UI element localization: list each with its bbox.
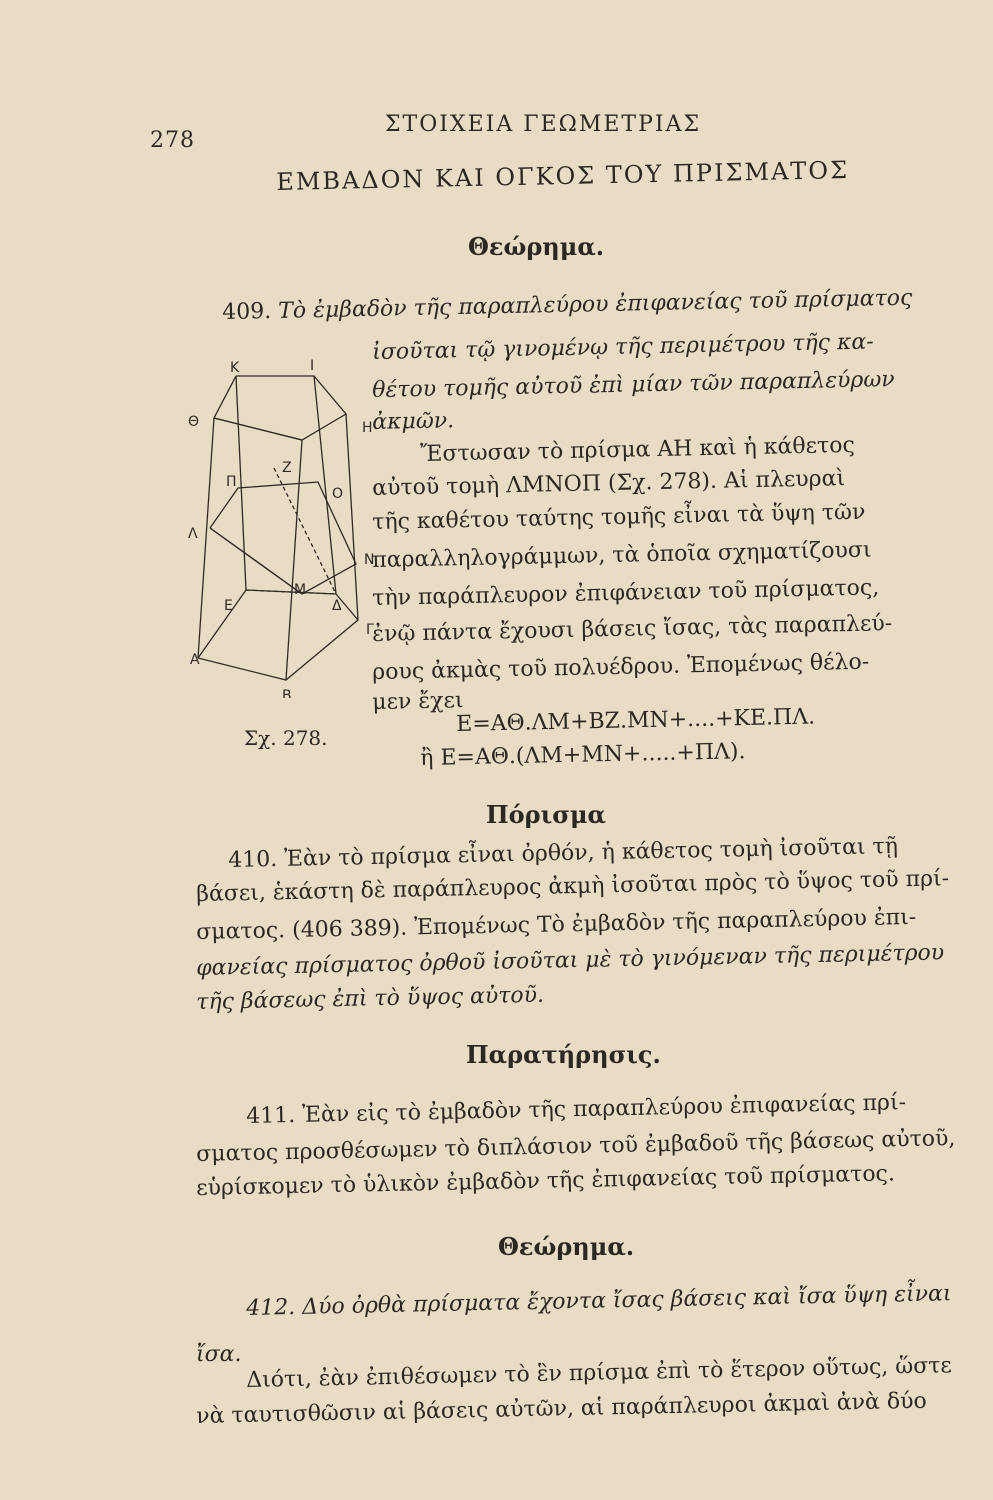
label-M: Μ bbox=[294, 582, 307, 598]
theorem-2-line-2: ἴσα. bbox=[196, 1342, 242, 1367]
running-title: ΣΤΟΙΧΕΙΑ ΓΕΩΜΕΤΡΙΑΣ bbox=[385, 112, 702, 137]
theorem-1-statement bbox=[222, 286, 913, 325]
theorem-2-proof-line: Διότι, ἐὰν ἐπιθέσωμεν τὸ ἓν πρίσμα ἐπὶ τὸ ἕτερον οὕτως, ὥστε bbox=[246, 1353, 953, 1393]
formula-2-body: Ε=ΑΘ.(ΛΜ+ΜΝ+.....+ΠΛ). bbox=[440, 739, 746, 771]
label-H: Η bbox=[362, 420, 373, 436]
label-A: Α bbox=[190, 652, 200, 668]
prism-figure bbox=[186, 358, 386, 698]
theorem-1-line-1: Τὸ ἐμβαδὸν τῆς παραπλεύρου ἐπιφανείας τοῦ πρίσματος bbox=[277, 285, 913, 324]
label-Z: Ζ bbox=[282, 460, 292, 476]
label-I: Ι bbox=[310, 358, 315, 374]
edge bbox=[214, 418, 302, 440]
formula-2 bbox=[420, 739, 746, 771]
label-O: Ο bbox=[332, 486, 344, 502]
lateral-edge bbox=[314, 376, 336, 594]
theorem-1-heading: Θεώρημα. bbox=[468, 232, 605, 261]
theorem-1-number: 409. bbox=[222, 298, 272, 325]
remark-heading: Παρατήρησις. bbox=[466, 1040, 661, 1069]
figure-caption: Σχ. 278. bbox=[244, 726, 328, 750]
theorem-2-heading: Θεώρημα. bbox=[498, 1232, 635, 1261]
section-title: ΕΜΒΑΔΟΝ ΚΑΙ ΟΓΚΟΣ ΤΟΥ ΠΡΙΣΜΑΤΟΣ bbox=[276, 156, 850, 196]
remark-line: σματος προσθέσωμεν τὸ διπλάσιον τοῦ ἐμβαδοῦ τῆς βάσεως αὐτοῦ, bbox=[196, 1126, 956, 1167]
proof-line: αὐτοῦ τομὴ ΛΜΝΟΠ (Σχ. 278). Αἱ πλευραὶ bbox=[372, 466, 846, 501]
lateral-edge bbox=[236, 376, 246, 590]
label-N: Ν bbox=[364, 552, 375, 568]
label-B: Β bbox=[282, 688, 292, 698]
proof-line: Ἔστωσαν τὸ πρίσμα ΑΗ καὶ ἡ κάθετος bbox=[420, 432, 856, 467]
proof-line: ἐνῷ πάντα ἔχουσι βάσεις ἴσας, τὰς παραπλεύ- bbox=[372, 611, 893, 647]
prism-diagram bbox=[186, 358, 386, 698]
cross-edge bbox=[210, 528, 302, 594]
theorem-1-line-3: θέτου τομῆς αὐτοῦ ἐπὶ μίαν τῶν παραπλεύρων bbox=[372, 367, 895, 403]
proof-line: παραλληλογράμμων, τὰ ὁποῖα σχηματίζουσι bbox=[372, 537, 872, 573]
label-P: Π bbox=[226, 474, 237, 490]
proof-line: τὴν παράπλευρον ἐπιφάνειαν τοῦ πρίσματος, bbox=[372, 575, 880, 611]
label-theta: Θ bbox=[188, 414, 200, 430]
corollary-line: φανείας πρίσματος ὀρθοῦ ἰσοῦται μὲ τὸ γινόμεναν τῆς περιμέτρου bbox=[196, 940, 945, 981]
corollary-line: 410. Ἐὰν τὸ πρίσμα εἶναι ὀρθόν, ἡ κάθετος τομὴ ἰσοῦται τῇ bbox=[228, 833, 899, 873]
theorem-2-line-1: 412. Δύο ὀρθὰ πρίσματα ἔχοντα ἴσας βάσεις καὶ ἴσα ὕψη εἶναι bbox=[246, 1281, 952, 1321]
label-K: Κ bbox=[230, 360, 240, 376]
corollary-line: τῆς βάσεως ἐπὶ τὸ ὕψος αὐτοῦ. bbox=[196, 982, 545, 1015]
hidden-edge bbox=[274, 468, 336, 594]
proof-line: μεν ἔχει bbox=[372, 688, 464, 715]
theorem-1-line-2: ἰσοῦται τῷ γινομένῳ τῆς περιμέτρου τῆς κα- bbox=[372, 329, 874, 365]
lateral-edge bbox=[198, 418, 214, 658]
corollary-line: βάσει, ἑκάστη δὲ παράπλευρος ἀκμὴ ἰσοῦται πρὸς τὸ ὕψος τοῦ πρί- bbox=[196, 866, 950, 907]
remark-line: 411. Ἐὰν εἰς τὸ ἐμβαδὸν τῆς παραπλεύρου ἐπιφανείας πρί- bbox=[246, 1090, 907, 1129]
formula-2-prefix: ἢ bbox=[420, 745, 434, 771]
lateral-edge bbox=[286, 440, 302, 680]
label-D: Δ bbox=[332, 598, 342, 614]
proof-line: τῆς καθέτου ταύτης τομῆς εἶναι τὰ ὕψη τῶν bbox=[372, 499, 866, 535]
theorem-2-proof-line: νὰ ταυτισθῶσιν αἱ βάσεις αὐτῶν, αἱ παράπλευροι ἀκμαὶ ἀνὰ δύο bbox=[196, 1388, 927, 1429]
lateral-edge bbox=[346, 414, 358, 620]
page-number: 278 bbox=[150, 128, 195, 153]
label-L: Λ bbox=[188, 526, 198, 542]
corollary-line: σματος. (406 389). Ἐπομένως Τὸ ἐμβαδὸν τῆς παραπλεύρου ἐπι- bbox=[196, 904, 917, 945]
formula-1: Ε=ΑΘ.ΛΜ+ΒΖ.ΜΝ+....+ΚΕ.ΠΛ. bbox=[456, 704, 816, 737]
corollary-heading: Πόρισμα bbox=[486, 800, 606, 829]
remark-line: εὑρίσκομεν τὸ ὑλικὸν ἐμβαδὸν τῆς ἐπιφανείας τοῦ πρίσματος. bbox=[196, 1161, 896, 1201]
proof-line: ρους ἀκμὰς τοῦ πολυέδρου. Ἐπομένως θέλο- bbox=[372, 649, 870, 685]
label-G: Γ bbox=[366, 622, 374, 638]
top-face bbox=[214, 376, 346, 440]
theorem-1-line-4: ἀκμῶν. bbox=[372, 408, 455, 435]
label-E: Ε bbox=[224, 598, 233, 614]
